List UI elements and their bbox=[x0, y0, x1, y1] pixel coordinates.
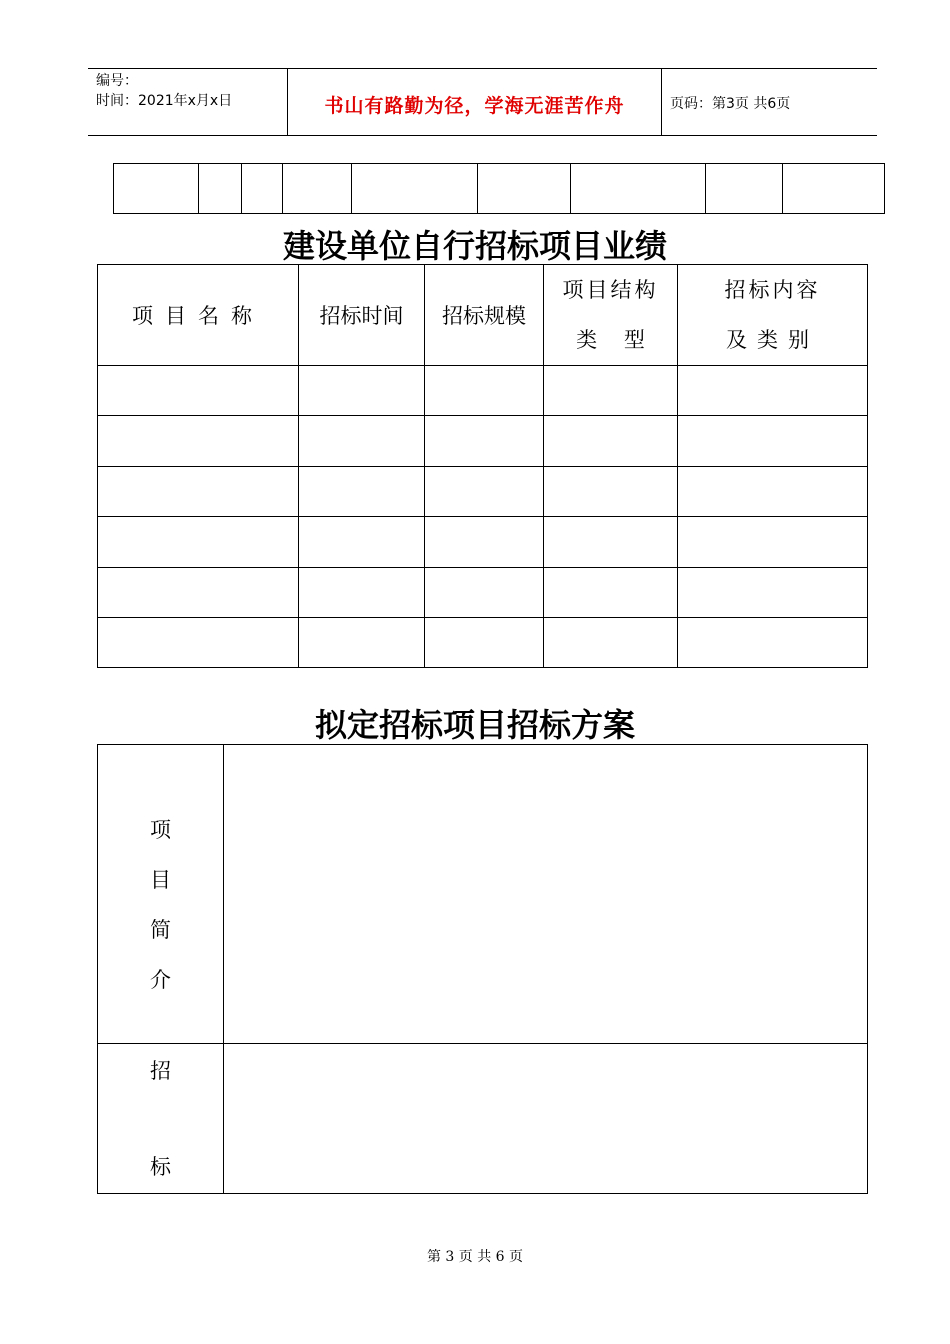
header-divider-right bbox=[661, 68, 662, 136]
col-header-bid-content: 招标内容 及类别 bbox=[678, 265, 868, 366]
carryover-cell bbox=[114, 164, 199, 214]
page-footer: 第 3 页 共 6 页 bbox=[426, 1249, 524, 1265]
carryover-cell bbox=[199, 164, 242, 214]
performance-table bbox=[97, 264, 868, 668]
header-number-label: 编号： bbox=[96, 73, 138, 89]
table-row bbox=[98, 366, 868, 416]
table-header-row bbox=[98, 265, 868, 366]
table-row bbox=[98, 467, 868, 517]
col-header-project-name: 项目名称 bbox=[98, 265, 299, 366]
carryover-cell bbox=[783, 164, 885, 214]
carryover-cell bbox=[478, 164, 571, 214]
section1-title: 建设单位自行招标项目业绩 bbox=[282, 227, 667, 265]
plan-table bbox=[97, 744, 868, 1194]
header-page-label: 页码：第3页 共6页 bbox=[670, 96, 791, 112]
header-motto: 书山有路勤为径，学海无涯苦作舟 bbox=[324, 95, 625, 117]
carryover-cell bbox=[706, 164, 783, 214]
col-header-structure-type: 项目结构 类 型 bbox=[544, 265, 678, 366]
plan-label-bid: 招 标 bbox=[98, 1044, 224, 1194]
header-top-rule bbox=[88, 68, 877, 69]
carryover-cell bbox=[283, 164, 352, 214]
plan-row-intro bbox=[98, 745, 868, 1044]
table-row bbox=[98, 416, 868, 467]
carryover-cell bbox=[571, 164, 706, 214]
col-header-bid-scale: 招标规模 bbox=[425, 265, 544, 366]
plan-content-intro bbox=[224, 745, 868, 1044]
col-header-bid-time: 招标时间 bbox=[299, 265, 425, 366]
carryover-cell bbox=[352, 164, 478, 214]
carryover-cell bbox=[242, 164, 283, 214]
table-row bbox=[98, 568, 868, 618]
header-bottom-rule bbox=[88, 135, 877, 136]
table-row bbox=[98, 618, 868, 668]
table-row bbox=[98, 517, 868, 568]
plan-content-bid bbox=[224, 1044, 868, 1194]
section2-title: 拟定招标项目招标方案 bbox=[314, 706, 635, 744]
plan-row-bid bbox=[98, 1044, 868, 1194]
header-time-label: 时间：2021年x月x日 bbox=[96, 93, 233, 109]
carryover-table bbox=[113, 163, 885, 214]
plan-label-intro: 项 目 简 介 bbox=[98, 745, 224, 1044]
